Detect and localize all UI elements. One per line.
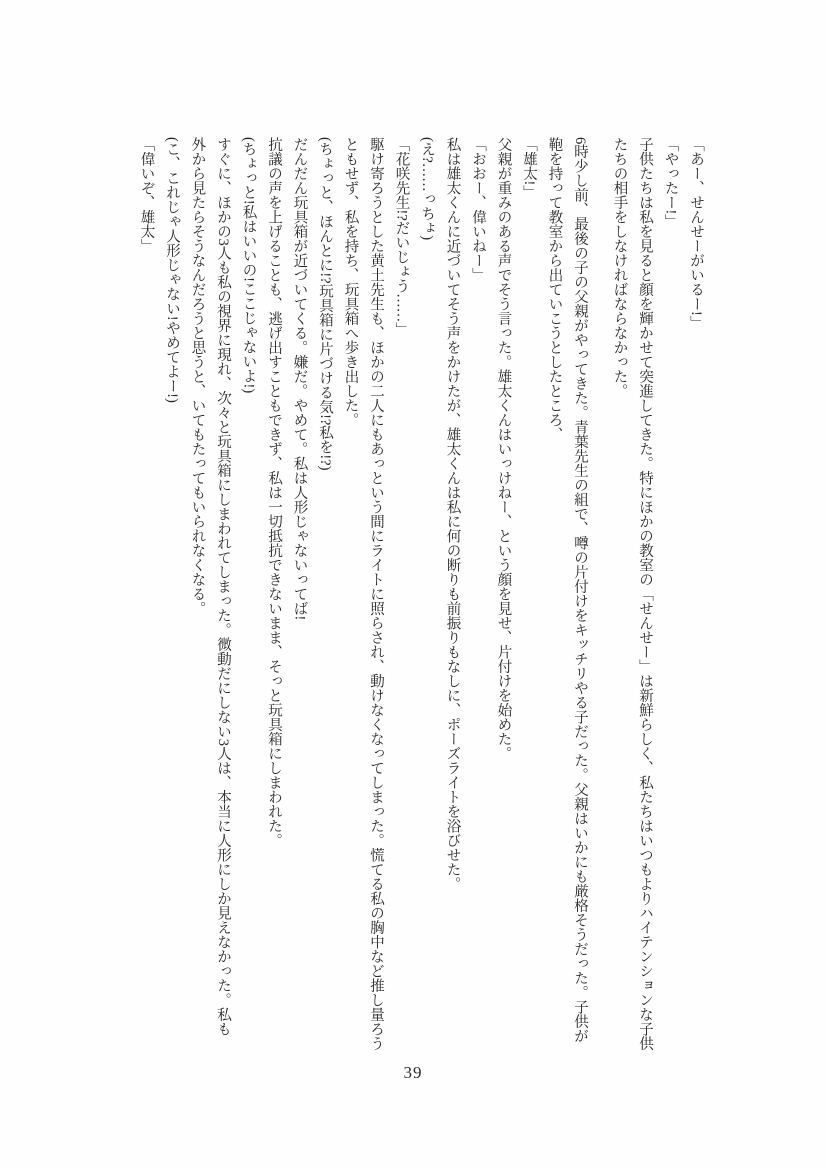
text-line: だんだん玩具箱が近づいてくる。嫌だ。やめて。私は人形じゃないってば! [291, 137, 308, 621]
text-line: 「雄太!」 [521, 137, 537, 200]
text-line: 抗議の声を上げることも、逃げ出すこともできず、私は一切抵抗できないまま、そっと玩具箱にしまわれた。 [266, 137, 282, 848]
text-line: 「花咲先生!?だいじょう……」 [393, 137, 410, 337]
text-line: 「偉いぞ、雄太」 [138, 137, 155, 253]
text-line: ともせず、私を持ち、玩具箱へ歩き出した。 [342, 137, 359, 427]
page-number: 39 [403, 1063, 423, 1082]
text-line: 父親が重みのある声でそう言った。雄太くんはいっけねー、という顔を見せ、片付けを始めた。 [495, 137, 512, 761]
text-line: 6時少し前、最後の子の父親がやってきた。青葉先生の組で、噂の片付けをキッチリやる子だった。父親はいかにも厳格そうだった。子供が [572, 137, 588, 1044]
vertical-text-block [133, 137, 708, 1053]
text-line: 「あー、せんせーがいるー!」 [688, 137, 704, 331]
text-line: (え?……っちょ) [419, 137, 435, 241]
text-line: (ちょっと!私はいいの!ここじゃないよ!) [240, 137, 257, 394]
text-line: 私は雄太くんに近づいてそう声をかけたが、雄太くんは私に何の断りも前振りもなしに、ポーズライトを浴びせた。 [444, 137, 461, 891]
text-line: たちの相手をしなければならなかった。 [611, 137, 628, 398]
text-line: (ちょっと、ほんとに!?玩具箱に片づける気!?私を!?) [317, 137, 333, 471]
text-line: 鞄を持って教室から出ていこうとしたところ、 [546, 137, 563, 442]
text-line: 駆け寄ろうとした黄土先生も、ほかの二人にもあっという間にライトに照らされ、動けなくなってしまった。慌てる私の胸中など推し量ろう [368, 137, 384, 1051]
text-line: 子供たちは私を見ると顔を輝かせて突進してきた。特にほかの教室の「せんせー」は新鮮らしく、私たちはいつもよりハイテンションな子供 [637, 137, 653, 1051]
text-line: (こ、これじゃ人形じゃない!やめてよー!) [164, 137, 180, 403]
text-line: 外から見たらそうなんだろうと思うと、いてもたってもいられなくなる。 [189, 137, 206, 616]
text-line: すぐに、ほかの3人も私の視界に現れ、次々と玩具箱にしまわれてしまった。微動だにしない3人は、本当に人形にしか見えなかった。私も [215, 137, 231, 1036]
text-line: 「やったー!」 [662, 137, 679, 229]
text-line: 「おおー、偉いねー」 [470, 137, 486, 282]
